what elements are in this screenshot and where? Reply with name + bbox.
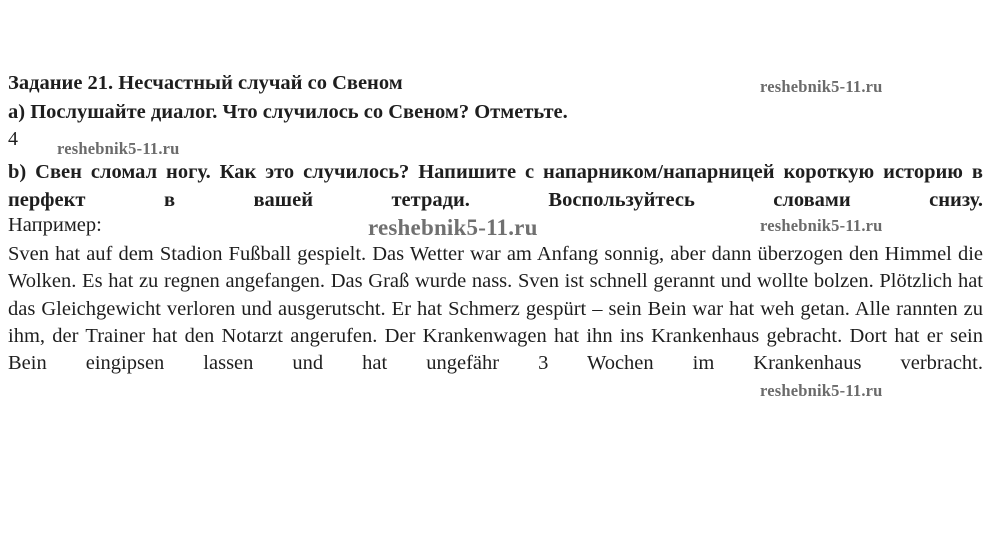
task-part-b: b) Свен сломал ногу. Как это случилось? Напишите с напарником/напарницей короткую историю в перфект в вашей тетради. Воспользуйтесь словами снизу.: [8, 161, 983, 211]
watermark: reshebnik5-11.ru: [760, 77, 883, 96]
watermark: reshebnik5-11.ru: [760, 381, 883, 400]
watermark: reshebnik5-11.ru: [368, 215, 538, 240]
answer-number: 4: [8, 128, 18, 150]
task-part-a: а) Послушайте диалог. Что случилось со Свеном? Отметьте.: [8, 101, 568, 123]
task-title: Задание 21. Несчастный случай со Свеном: [8, 72, 403, 94]
example-label: Например:: [8, 214, 102, 236]
watermark: reshebnik5-11.ru: [57, 139, 180, 158]
watermark: reshebnik5-11.ru: [760, 216, 883, 235]
story-paragraph: Sven hat auf dem Stadion Fußball gespielt. Das Wetter war am Anfang sonnig, aber dann überzogen den Himmel die Wolken. Es hat zu regnen angefangen. Das Graß wurde nass. Sven ist schnell gerannt und wollte bolzen. Plötzlich hat das Gleichgewicht verloren und ausgerutscht. Er hat Schmerz gespürt – sein Bein war hat weh getan. Alle rannten zu ihm, der Trainer hat den Notarzt angerufen. Der Krankenwagen hat ihn ins Krankenhaus gebracht. Dort hat er sein Bein eingipsen lassen und hat ungefähr 3 Wochen im Krankenhaus verbracht.: [8, 243, 983, 375]
